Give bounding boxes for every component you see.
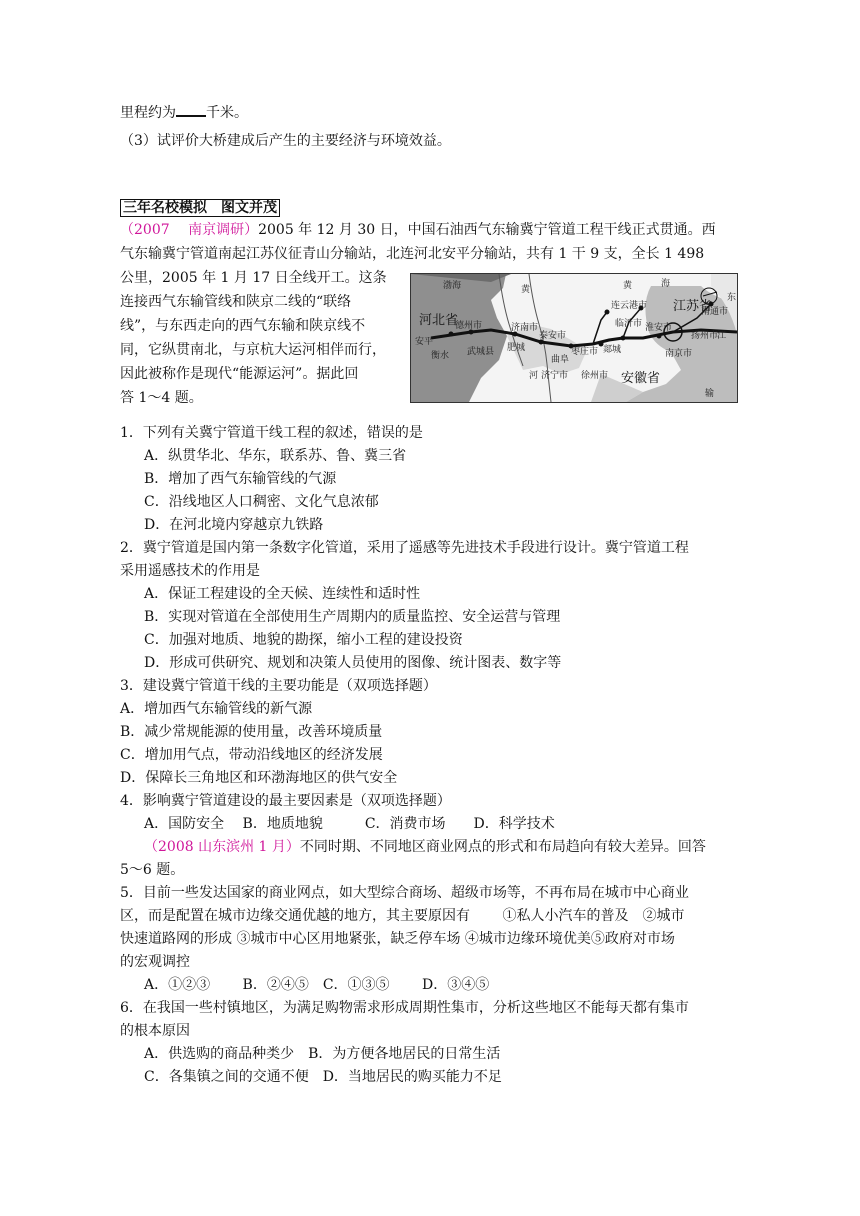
- q6-line-2: 的根本原因: [120, 1023, 190, 1039]
- pipeline-map: [410, 273, 738, 403]
- q6-options-cd: C．各集镇之间的交通不便 D．当地居民的购买能力不足: [144, 1069, 502, 1085]
- intro2-line-2: 5～6 题。: [120, 862, 185, 878]
- q6-options-ab: A．供选购的商品种类少 B．为方便各地居民的日常生活: [144, 1046, 501, 1062]
- q3-stem: 3．建设冀宁管道干线的主要功能是（双项选择题）: [120, 678, 437, 694]
- label-he: 河: [529, 371, 539, 381]
- label-hai: 海: [661, 279, 671, 289]
- intro-line-1: [120, 220, 716, 240]
- city-label: 南京市: [665, 349, 693, 359]
- city-label: 徐州市: [581, 371, 609, 381]
- label-shu: 输: [705, 389, 715, 399]
- q5-line-2: 区，而是配置在城市边缘交通优越的地方，其主要原因有 ①私人小汽车的普及 ②城市: [120, 908, 685, 924]
- city-label: 衡水: [431, 351, 450, 361]
- intro-line-8: 答 1～4 题。: [120, 390, 203, 406]
- q5-options: A．①②③ B．②④⑤ C．①③⑤ D．③④⑤: [144, 977, 490, 993]
- q2-stem-2: 采用遥感技术的作用是: [120, 563, 260, 579]
- city-label: 郯城: [603, 345, 622, 355]
- q5-line-3: 快速道路网的形成 ③城市中心区用地紧张，缺乏停车场 ④城市边缘环境优美⑤政府对市场: [120, 931, 675, 947]
- city-label: 扬州市: [691, 331, 719, 341]
- q2-stem-1: 2．冀宁管道是国内第一条数字化管道，采用了遥感等先进技术手段进行设计。冀宁管道工程: [120, 540, 689, 556]
- city-label: 连云港市: [611, 301, 648, 311]
- q2-option-c: C．加强对地质、地貌的勘探，缩小工程的建设投资: [144, 632, 463, 648]
- text: 里程约为: [120, 105, 176, 121]
- label-jiangsu: 江苏省: [673, 299, 713, 314]
- city-label: 枣庄市: [571, 347, 599, 357]
- q1-option-b: B．增加了西气东输管线的气源: [144, 471, 337, 487]
- q2-option-b: B．实现对管道在全部使用生产周期内的质量监控、安全运营与管理: [144, 609, 561, 625]
- source-label: （2007 南京调研）: [120, 222, 259, 238]
- label-huang: 黄: [521, 285, 531, 295]
- source-label: （2008 山东滨州 1 月）: [144, 839, 300, 855]
- section-title-box: 三年名校模拟 图文并茂: [120, 199, 280, 217]
- city-label: 济宁市: [541, 371, 569, 381]
- intro-line-2: 气东输冀宁管道南起江苏仪征青山分输站，北连河北安平分输站，共有 1 干 9 支，全长 1 498: [120, 246, 705, 262]
- q6-line-1: 6．在我国一些村镇地区，为满足购物需求形成周期性集市，分析这些地区不能每天都有集市: [120, 1000, 689, 1016]
- answer-line: [120, 101, 248, 123]
- text: 千米。: [206, 105, 248, 121]
- label-jiang: 江: [717, 331, 727, 341]
- q3-option-a: A．增加西气东输管线的新气源: [120, 701, 313, 717]
- label-dong: 东: [727, 293, 737, 303]
- label-anhui: 安徽省: [621, 371, 661, 386]
- q1-stem: 1．下列有关冀宁管道干线工程的叙述，错误的是: [120, 425, 423, 441]
- city-label: 德州市: [455, 321, 483, 331]
- intro-line-6: 同，它纵贯南北，与京杭大运河相伴而行，: [120, 342, 386, 358]
- city-label: 临沂市: [615, 319, 643, 329]
- q5-line-4: 的宏观调控: [120, 954, 190, 970]
- city-label: 南通市: [701, 307, 729, 317]
- intro-line-5: 线”，与东西走向的西气东输和陕京线不: [120, 318, 366, 334]
- answer-blank[interactable]: [176, 101, 206, 117]
- city-label: 泰安市: [539, 331, 567, 341]
- q1-option-d: D．在河北境内穿越京九铁路: [144, 517, 324, 533]
- city-label: 曲阜: [551, 355, 570, 365]
- section-title: [120, 198, 280, 218]
- city-label: 武城县: [467, 347, 495, 357]
- city-label: 安平: [415, 337, 434, 347]
- q2-option-a: A．保证工程建设的全天候、连续性和适时性: [144, 586, 421, 602]
- q3-option-b: B．减少常规能源的使用量，改善环境质量: [120, 724, 383, 740]
- city-label: 淮安市: [645, 323, 673, 333]
- label-huang-sea: 黄: [623, 281, 633, 291]
- city-label: 济南市: [511, 323, 539, 333]
- intro-line-7: 因此被称作是现代“能源运河”。据此回: [120, 366, 359, 382]
- q3-option-d: D．保障长三角地区和环渤海地区的供气安全: [120, 770, 398, 786]
- q3-option-c: C．增加用气点，带动沿线地区的经济发展: [120, 747, 383, 763]
- text: 2005 年 12 月 30 日，中国石油西气东输冀宁管道工程干线正式贯通。西: [258, 222, 716, 238]
- q4-stem: 4．影响冀宁管道建设的最主要因素是（双项选择题）: [120, 793, 451, 809]
- q2-option-d: D．形成可供研究、规划和决策人员使用的图像、统计图表、数字等: [144, 655, 562, 671]
- q1-option-c: C．沿线地区人口稠密、文化气息浓郁: [144, 494, 379, 510]
- intro-line-4: 连接西气东输管线和陕京二线的“联络: [120, 294, 352, 310]
- q1-option-a: A．纵贯华北、华东，联系苏、鲁、冀三省: [144, 448, 407, 464]
- label-hebei: 河北省: [419, 313, 459, 328]
- city-label: 肥城: [507, 343, 526, 353]
- text: 不同时期、不同地区商业网点的形式和布局趋向有较大差异。回答: [299, 839, 706, 855]
- question-3-text: （3）试评价大桥建成后产生的主要经济与环境效益。: [120, 133, 451, 149]
- q4-options: A．国防安全 B．地质地貌 C．消费市场 D．科学技术: [144, 816, 555, 832]
- intro-line-3: 公里，2005 年 1 月 17 日全线开工。这条: [120, 270, 387, 286]
- q5-line-1: 5．目前一些发达国家的商业网点，如大型综合商场、超级市场等，不再布局在城市中心商业: [120, 885, 689, 901]
- label-bohai: 渤海: [443, 281, 462, 291]
- intro2-line-1: [144, 837, 706, 857]
